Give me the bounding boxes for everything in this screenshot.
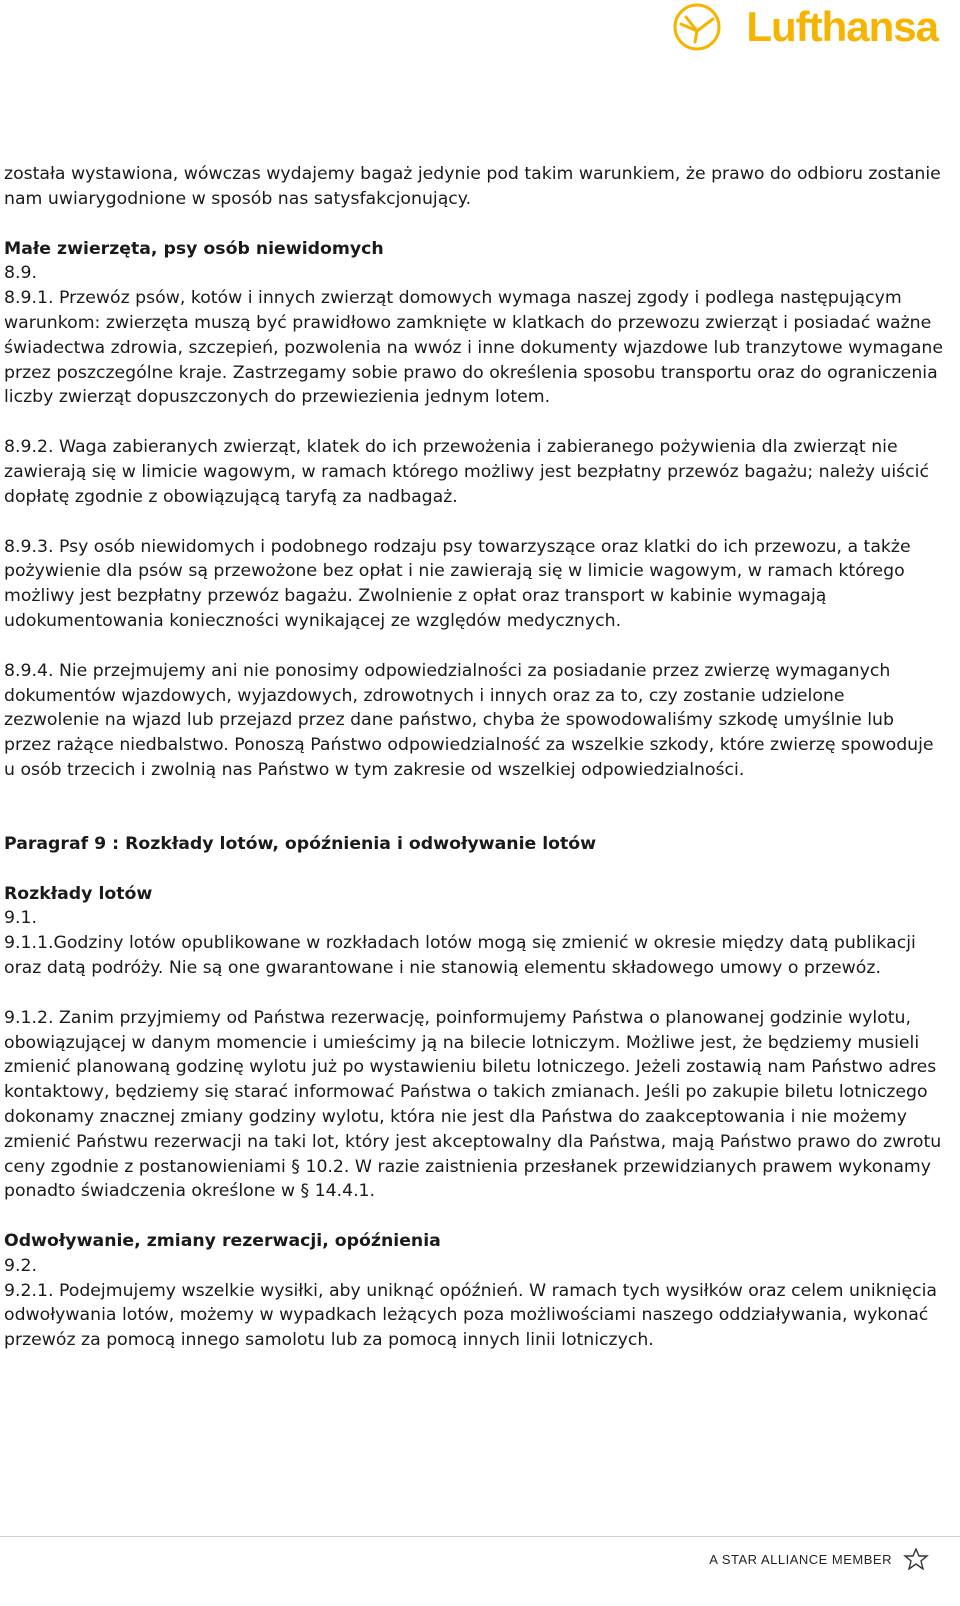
heading-animals: Małe zwierzęta, psy osób niewidomych: [4, 238, 384, 259]
section-number-9-1: 9.1.: [4, 908, 37, 929]
paragraph-intro: została wystawiona, wówczas wydajemy bagaż jedynie pod takim warunkiem, że prawo do odbioru zostanie nam uwiarygodnione w sposób nas satysfakcjonujący.: [4, 164, 941, 209]
paragraph-9-1-1: 9.1.1.Godziny lotów opublikowane w rozkładach lotów mogą się zmienić w okresie między datą publikacji oraz datą podróży. Nie są one gwarantowane i nie stanowią elementu składowego umowy o przewóz.: [4, 933, 916, 978]
paragraph-9-1-2: 9.1.2. Zanim przyjmiemy od Państwa rezerwację, poinformujemy Państwa o planowanej godzinie wylotu, obowiązującej w danym momencie i umieścimy ją na bilecie lotniczym. Możliwe jest, że będziemy musieli zmienić planowaną godzinę wylotu już po wystawieniu biletu lotniczego. Jeżeli zostawią nam Państwo adres kontaktowy, będziemy się starać informować Państwa o takich zmianach. Jeśli po zakupie biletu lotniczego dokonamy znacznej zmiany godziny wylotu, która nie jest dla Państwa do zaakceptowania i nie możemy zmienić Państwu rezerwacji na taki lot, który jest akceptowalny dla Państwa, mają Państwo prawo do zwrotu ceny zgodnie z postanowieniami § 10.2. W razie zaistnienia przesłanek przewidzianych prawem wykonamy ponadto świadczenia określone w § 14.4.1.: [4, 1007, 942, 1202]
heading-schedules: Rozkłady lotów: [4, 883, 153, 904]
paragraph-9-title: Paragraf 9 : Rozkłady lotów, opóźnienia i odwoływanie lotów: [4, 833, 597, 854]
lufthansa-logo: [672, 2, 938, 52]
section-number-8-9: 8.9.: [4, 263, 37, 284]
star-alliance-icon: [900, 1548, 932, 1570]
paragraph-9-2-1: 9.2.1. Podejmujemy wszelkie wysiłki, aby uniknąć opóźnień. W ramach tych wysiłków oraz celem uniknięcia odwoływania lotów, możemy w wypadkach leżących poza możliwościami naszego oddziaływania, wykonać przewóz za pomocą innego samolotu lub za pomocą innych linii lotniczych.: [4, 1280, 937, 1351]
alliance-label: A STAR ALLIANCE MEMBER: [709, 1551, 892, 1567]
paragraph-8-9-4: 8.9.4. Nie przejmujemy ani nie ponosimy odpowiedzialności za posiadanie przez zwierzę wymaganych dokumentów wjazdowych, wyjazdowych, zdrowotnych i innych oraz za to, czy zostanie udzielone zezwolenie na wjazd lub przejazd przez dane państwo, chyba że spowodowaliśmy szkodę umyślnie lub przez rażące niedbalstwo. Ponoszą Państwo odpowiedzialność za wszelkie szkody, które zwierzę spowoduje u osób trzecich i zwolnią nas Państwo w tym zakresie od wszelkiej odpowiedzialności.: [4, 660, 934, 780]
page-header: [0, 0, 960, 60]
page-footer: [709, 1548, 932, 1570]
crane-logo-icon: [672, 2, 722, 52]
section-number-9-2: 9.2.: [4, 1255, 37, 1276]
paragraph-8-9-3: 8.9.3. Psy osób niewidomych i podobnego rodzaju psy towarzyszące oraz klatki do ich przewozu, a także pożywienie dla psów są przewożone bez opłat i nie zawierają się w limicie wagowym, w ramach którego możliwy jest bezpłatny przewóz bagażu. Zwolnienie z opłat oraz transport w kabinie wymagają udokumentowania konieczności wynikającej ze względów medycznych.: [4, 536, 911, 631]
document-body: [4, 162, 944, 1378]
footer-divider: [0, 1536, 960, 1537]
heading-cancellations: Odwoływanie, zmiany rezerwacji, opóźnienia: [4, 1231, 441, 1252]
paragraph-8-9-1: 8.9.1. Przewóz psów, kotów i innych zwierząt domowych wymaga naszej zgody i podlega następującym warunkom: zwierzęta muszą być prawidłowo zamknięte w klatkach do przewozu zwierząt i posiadać ważne świadectwa zdrowia, szczepień, pozwolenia na wwóz i inne dokumenty wjazdowe lub tranzytowe wymagane przez poszczególne kraje. Zastrzegamy sobie prawo do określenia sposobu transportu oraz do ograniczenia liczby zwierząt dopuszczonych do przewiezienia jednym lotem.: [4, 288, 944, 408]
brand-name: Lufthansa: [746, 3, 938, 50]
paragraph-8-9-2: 8.9.2. Waga zabieranych zwierząt, klatek do ich przewożenia i zabieranego pożywienia dla zwierząt nie zawierają się w limicie wagowym, w ramach którego możliwy jest bezpłatny przewóz bagażu; należy uiścić dopłatę zgodnie z obowiązującą taryfą za nadbagaż.: [4, 437, 929, 507]
